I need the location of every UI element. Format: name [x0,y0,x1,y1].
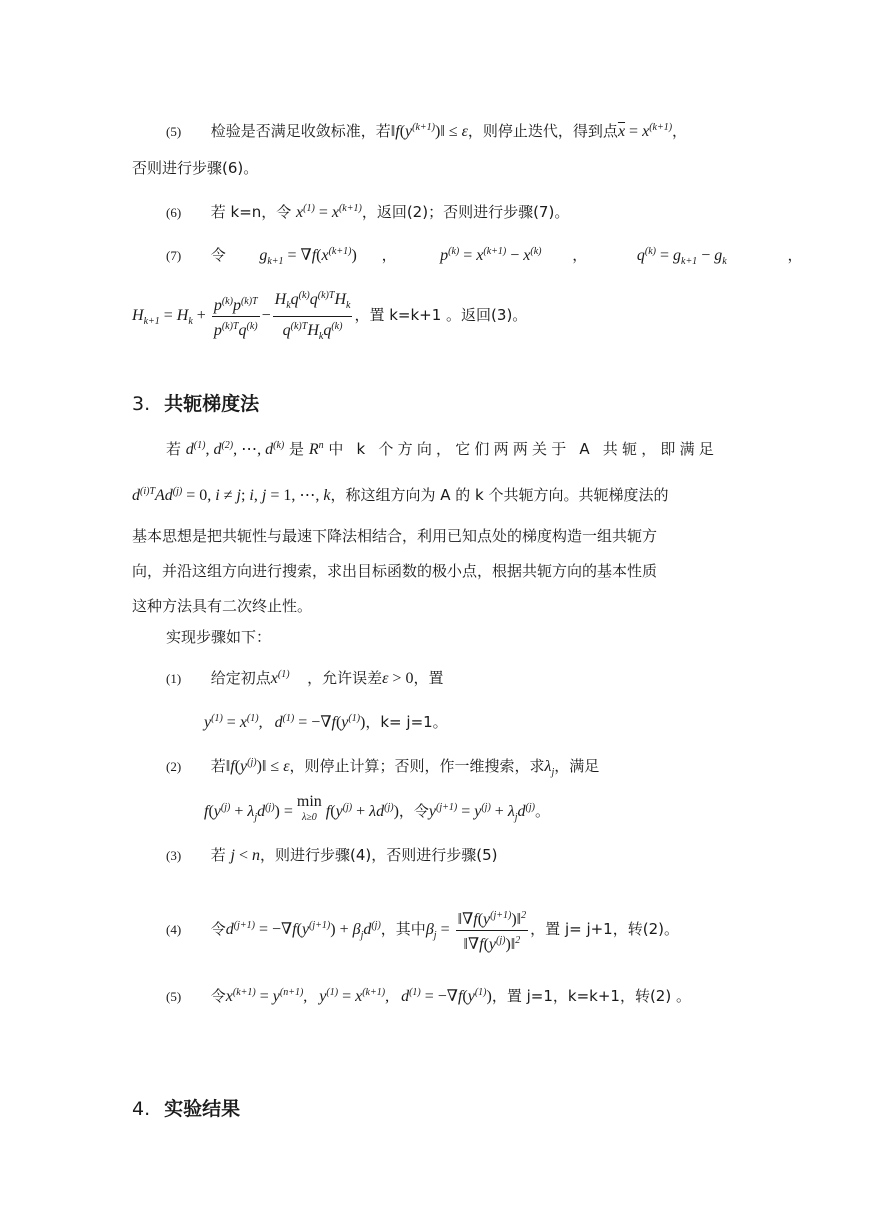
formula-j-less-n: j < n [230,847,261,864]
formula-stop-criterion: $‖f(y^{(j)})‖ \le \varepsilon$ [225,757,290,775]
formula-line-search: $f(y^{(j)} + \lambda_jd^{(j)}) = \min$ λ≥0 $f(y^{(j)} + \lambda d^{(j)})$ [204,793,399,823]
step-text: ，则停止迭代，得到点 [467,122,618,140]
section-4-heading [132,1094,240,1121]
step-number: (6) [166,205,182,220]
formula-q: $q^{(k)} = g_{k+1} - g_k$ [636,246,727,267]
section-3-para-line-1: 若 $d^{(1)}$, $d^{(2)}$, ⋯, $d^{(k)}$ 是 $R^n$ 中 k 个方向，它们两两关于 A 共轭，即满足 [166,440,719,458]
step-number: (7) [166,248,182,263]
formula-rn: $R^n$ [308,440,324,458]
section-3-para-line-4: 向，并沿这组方向进行搜索，求出目标函数的极小点，根据共轭方向的基本性质 [132,562,658,580]
section-3-heading [132,389,259,416]
section-3-para-line-2: $d^{(i)T}Ad^{(j)} = 0$, i ≠ j; i, j = 1, ⋯, k，称这组方向为 A 的 k 个共轭方向。共轭梯度法的 [132,486,669,504]
section-title: 共轭梯度法 [164,393,260,415]
step-number: (3) [166,848,182,863]
cg-step-2-search: $f(y^{(j)} + \lambda_jd^{(j)}) = \min$ λ≥0 $f(y^{(j)} + \lambda d^{(j)})$，令$y^{(j+1)} = y^{(j)} + \lambda_jd^{(j)}$。 [204,793,551,823]
section-number: 3. [132,393,151,415]
bfgs-step-7-line: (7) 令 $g_{k+1} = \nabla f(x^{(k+1)})$ ， $p^{(k)} = x^{(k+1)} - x^{(k)}$ ， $q^{(k)} = g_{k+1} - g_k$ ， [166,246,803,267]
formula-restart: $x^{(k+1)} = y^{(n+1)}$, $y^{(1)} = x^{(k+1)}$, $d^{(1)} = -\nabla f(y^{(1)})$ [225,987,492,1005]
step-number: (2) [166,759,182,774]
formula-g: $g_{k+1} = \nabla f(x^{(k+1)})$ [259,246,357,267]
bfgs-step-5-continued: 否则进行步骤(6)。 [132,159,259,177]
formula-d-update: $d^{(j+1)} = -\nabla f(y^{(j+1)}) + \beta_jd^{(j)}$ [225,920,381,941]
bfgs-step-6-line: (6) 若 k=n，令 $x^{(1)} = x^{(k+1)}$，返回(2)；否则进行步骤(7)。 [166,203,570,221]
cg-step-3-line: (3) 若 j < n，则进行步骤(4)，否则进行步骤(5) [166,846,498,864]
bfgs-step-5-line: (5) 检验是否满足收敛标准，若$‖f(y^{(k+1)})‖ \le \varepsilon$，则停止迭代，得到点$\overline{x} = x^{(k+1)}$， [166,122,688,140]
step-number: (5) [166,124,182,139]
section-title: 实验结果 [164,1098,241,1120]
formula-h-update: $H_{k+1} = H_k$ + $\frac{p^{(k)}p^{(k)T}}{p^{(k)T}q^{(k)}}$ − $\frac{H_kq^{(k)}q^{(k)T}H_k}{q^{(k)T}H_kq^{(k)}}$ [132,307,354,324]
formula-lambda-j: $\lambda_j$ [544,758,555,778]
bfgs-update-formula-line: $H_{k+1} = H_k$ + $\frac{p^{(k)}p^{(k)T}}{p^{(k)T}q^{(k)}}$ − $\frac{H_kq^{(k)}q^{(k)T}H_k}{q^{(k)T}H_kq^{(k)}}$ ，置 k=k+1 。返回(3)。 [132,286,527,347]
formula-conjugacy: $d^{(i)T}Ad^{(j)} = 0$, i ≠ j; i, j = 1, ⋯, k [132,486,331,504]
formula-norm-f: $‖f(y^{(k+1)})‖ \le \varepsilon$ [390,122,468,140]
formula-reset-x: $x^{(1)} = x^{(k+1)}$ [296,203,362,221]
step-number: (5) [166,989,182,1004]
formula-init-y: $y^{(1)} = x^{(1)}$, $d^{(1)} = -\nabla f(y^{(1)})$ [204,713,366,731]
formula-epsilon: ε > 0 [382,670,414,687]
formula-d-set: $d^{(1)}$, $d^{(2)}$, ⋯, $d^{(k)}$ [185,440,285,458]
formula-beta: $\beta_j$ = $\frac{‖\nabla f(y^{(j+1)})‖^2}{‖\nabla f(y^{(j)})‖^2}$ [426,921,530,938]
cg-step-1-init: $y^{(1)} = x^{(1)}$, $d^{(1)} = -\nabla f(y^{(1)})$，k= j=1。 [204,713,448,731]
formula-p: $p^{(k)} = x^{(k+1)} - x^{(k)}$ [440,246,542,264]
section-3-para-line-5: 这种方法具有二次终止性。 [132,597,313,615]
formula-y-update: $y^{(j+1)} = y^{(j)} + \lambda_jd^{(j)}$ [428,802,535,823]
formula-xbar: $\overline{x} = x^{(k+1)}$ [617,122,673,140]
cg-step-4-line: (4) 令$d^{(j+1)} = -\nabla f(y^{(j+1)}) + \beta_jd^{(j)}$，其中$\beta_j$ = $\frac{‖\nabla f(y^{(j+1)})‖^2}{‖\nabla f(y^{(j)})‖^2}$ ，置 j= j+1，转(2)。 [166,896,679,966]
formula-x1: $x^{(1)}$ [270,669,290,687]
step-number: (1) [166,671,182,686]
section-3-para-line-3: 基本思想是把共轭性与最速下降法相结合，利用已知点处的梯度构造一组共轭方 [132,527,658,545]
section-number: 4. [132,1098,151,1120]
step-text: 检验是否满足收敛标准，若 [210,122,391,140]
steps-intro: 实现步骤如下： [166,628,272,646]
cg-step-2-line: (2) 若$‖f(y^{(j)})‖ \le \varepsilon$，则停止计算；否则，作一维搜索，求$\lambda_j$，满足 [166,757,600,778]
step-number: (4) [166,922,182,937]
cg-step-1-line: (1) 给定初点$x^{(1)}$ ，允许误差ε > 0，置 [166,669,444,687]
cg-step-5-line: (5) 令$x^{(k+1)} = y^{(n+1)}$, $y^{(1)} = x^{(k+1)}$, $d^{(1)} = -\nabla f(y^{(1)})$，置 j=1，k=k+1，转(2) 。 [166,987,691,1005]
